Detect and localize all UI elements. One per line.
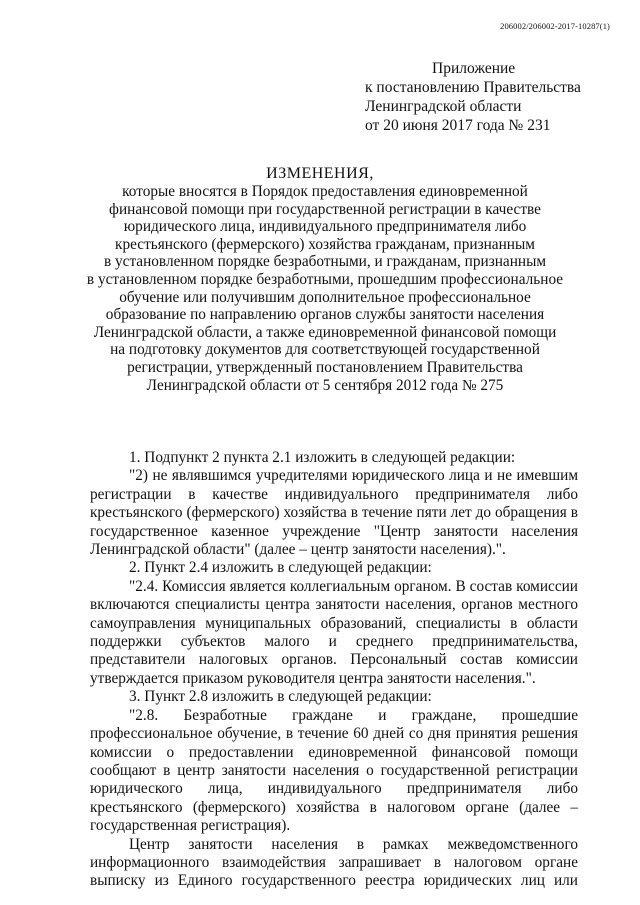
item-1-heading: 1. Подпункт 2 пункта 2.1 изложить в следующей редакции:: [129, 449, 516, 466]
subtitle-line: на подготовку документов для соответствующей государственной: [110, 341, 540, 359]
subtitle-line: в установленном порядке безработными, и гражданам, признанным: [103, 253, 547, 271]
subtitle-line: Ленинградской области, а также единовременной финансовой помощи: [93, 323, 557, 341]
changes-title: ИЗМЕНЕНИЯ,: [266, 165, 374, 182]
subtitle-line: в установленном порядке безработными, прошедшим профессиональное: [86, 270, 564, 288]
appendix-title: Приложение: [432, 60, 516, 77]
subtitle-line: образование по направлению органов службы занятости населения: [105, 306, 545, 324]
appendix-line: от 20 июня 2017 года № 231: [365, 117, 551, 134]
subtitle-line: крестьянского (фермерского) хозяйства гражданам, признанным: [115, 235, 535, 253]
item-3-heading: 3. Пункт 2.8 изложить в следующей редакции:: [129, 688, 432, 706]
appendix-line: к постановлению Правительства: [365, 79, 581, 96]
subtitle-line: обучение или получившим дополнительное профессиональное: [119, 288, 531, 306]
subtitle-line: Ленинградской области от 5 сентября 2012 года № 275: [146, 376, 504, 394]
appendix-line: Ленинградской области: [365, 98, 522, 115]
item-1-text: "2) не являвшимся учредителями юридического лица и не имевшим регистрации в качестве индивидуального предпринимателя либо крестьянского (фермерского) хозяйства в течение пяти лет до обращения в государственное казенное учреждение "Центр занятости населения Ленинградской области" (далее – центр занятости населения).".: [90, 467, 578, 559]
item-3-paragraph-2: Центр занятости населения в рамках межведомственного информационного взаимодействия запрашивает в налоговом органе выписку из Единого государственного реестра юридических лиц или: [90, 835, 578, 890]
subtitle-line: регистрации, утвержденный постановлением Правительства: [127, 358, 523, 376]
document-body: [90, 449, 578, 891]
changes-subtitle: [60, 183, 590, 394]
subtitle-line: юридического лица, индивидуального предпринимателя либо: [123, 218, 527, 236]
item-2-heading: 2. Пункт 2.4 изложить в следующей редакции:: [129, 559, 432, 577]
subtitle-line: финансовой помощи при государственной регистрации в качестве: [109, 200, 541, 218]
appendix-block: [365, 59, 581, 135]
item-2-text: "2.4. Комиссия является коллегиальным органом. В состав комиссии включаются специалисты центра занятости населения, органов местного самоуправления муниципальных образований, специалисты в области поддержки субъектов малого и среднего предпринимательства, представители налоговых органов. Персональный состав комиссии утверждается приказом руководителя центра занятости населения.".: [90, 577, 578, 687]
document-id: 206002/206002-2017-10287(1): [500, 21, 610, 31]
item-3-text: "2.8. Безработные граждане и граждане, прошедшие профессиональное обучение, в течение 60 дней со дня принятия решения комиссии о предоставлении единовременной финансовой помощи сообщают в центр занятости населения о государственной регистрации юридического лица, индивидуального предпринимателя либо крестьянского (фермерского) хозяйства в налоговом органе (далее – государственная регистрация).: [90, 706, 578, 835]
subtitle-line: которые вносятся в Порядок предоставления единовременной: [122, 183, 528, 200]
